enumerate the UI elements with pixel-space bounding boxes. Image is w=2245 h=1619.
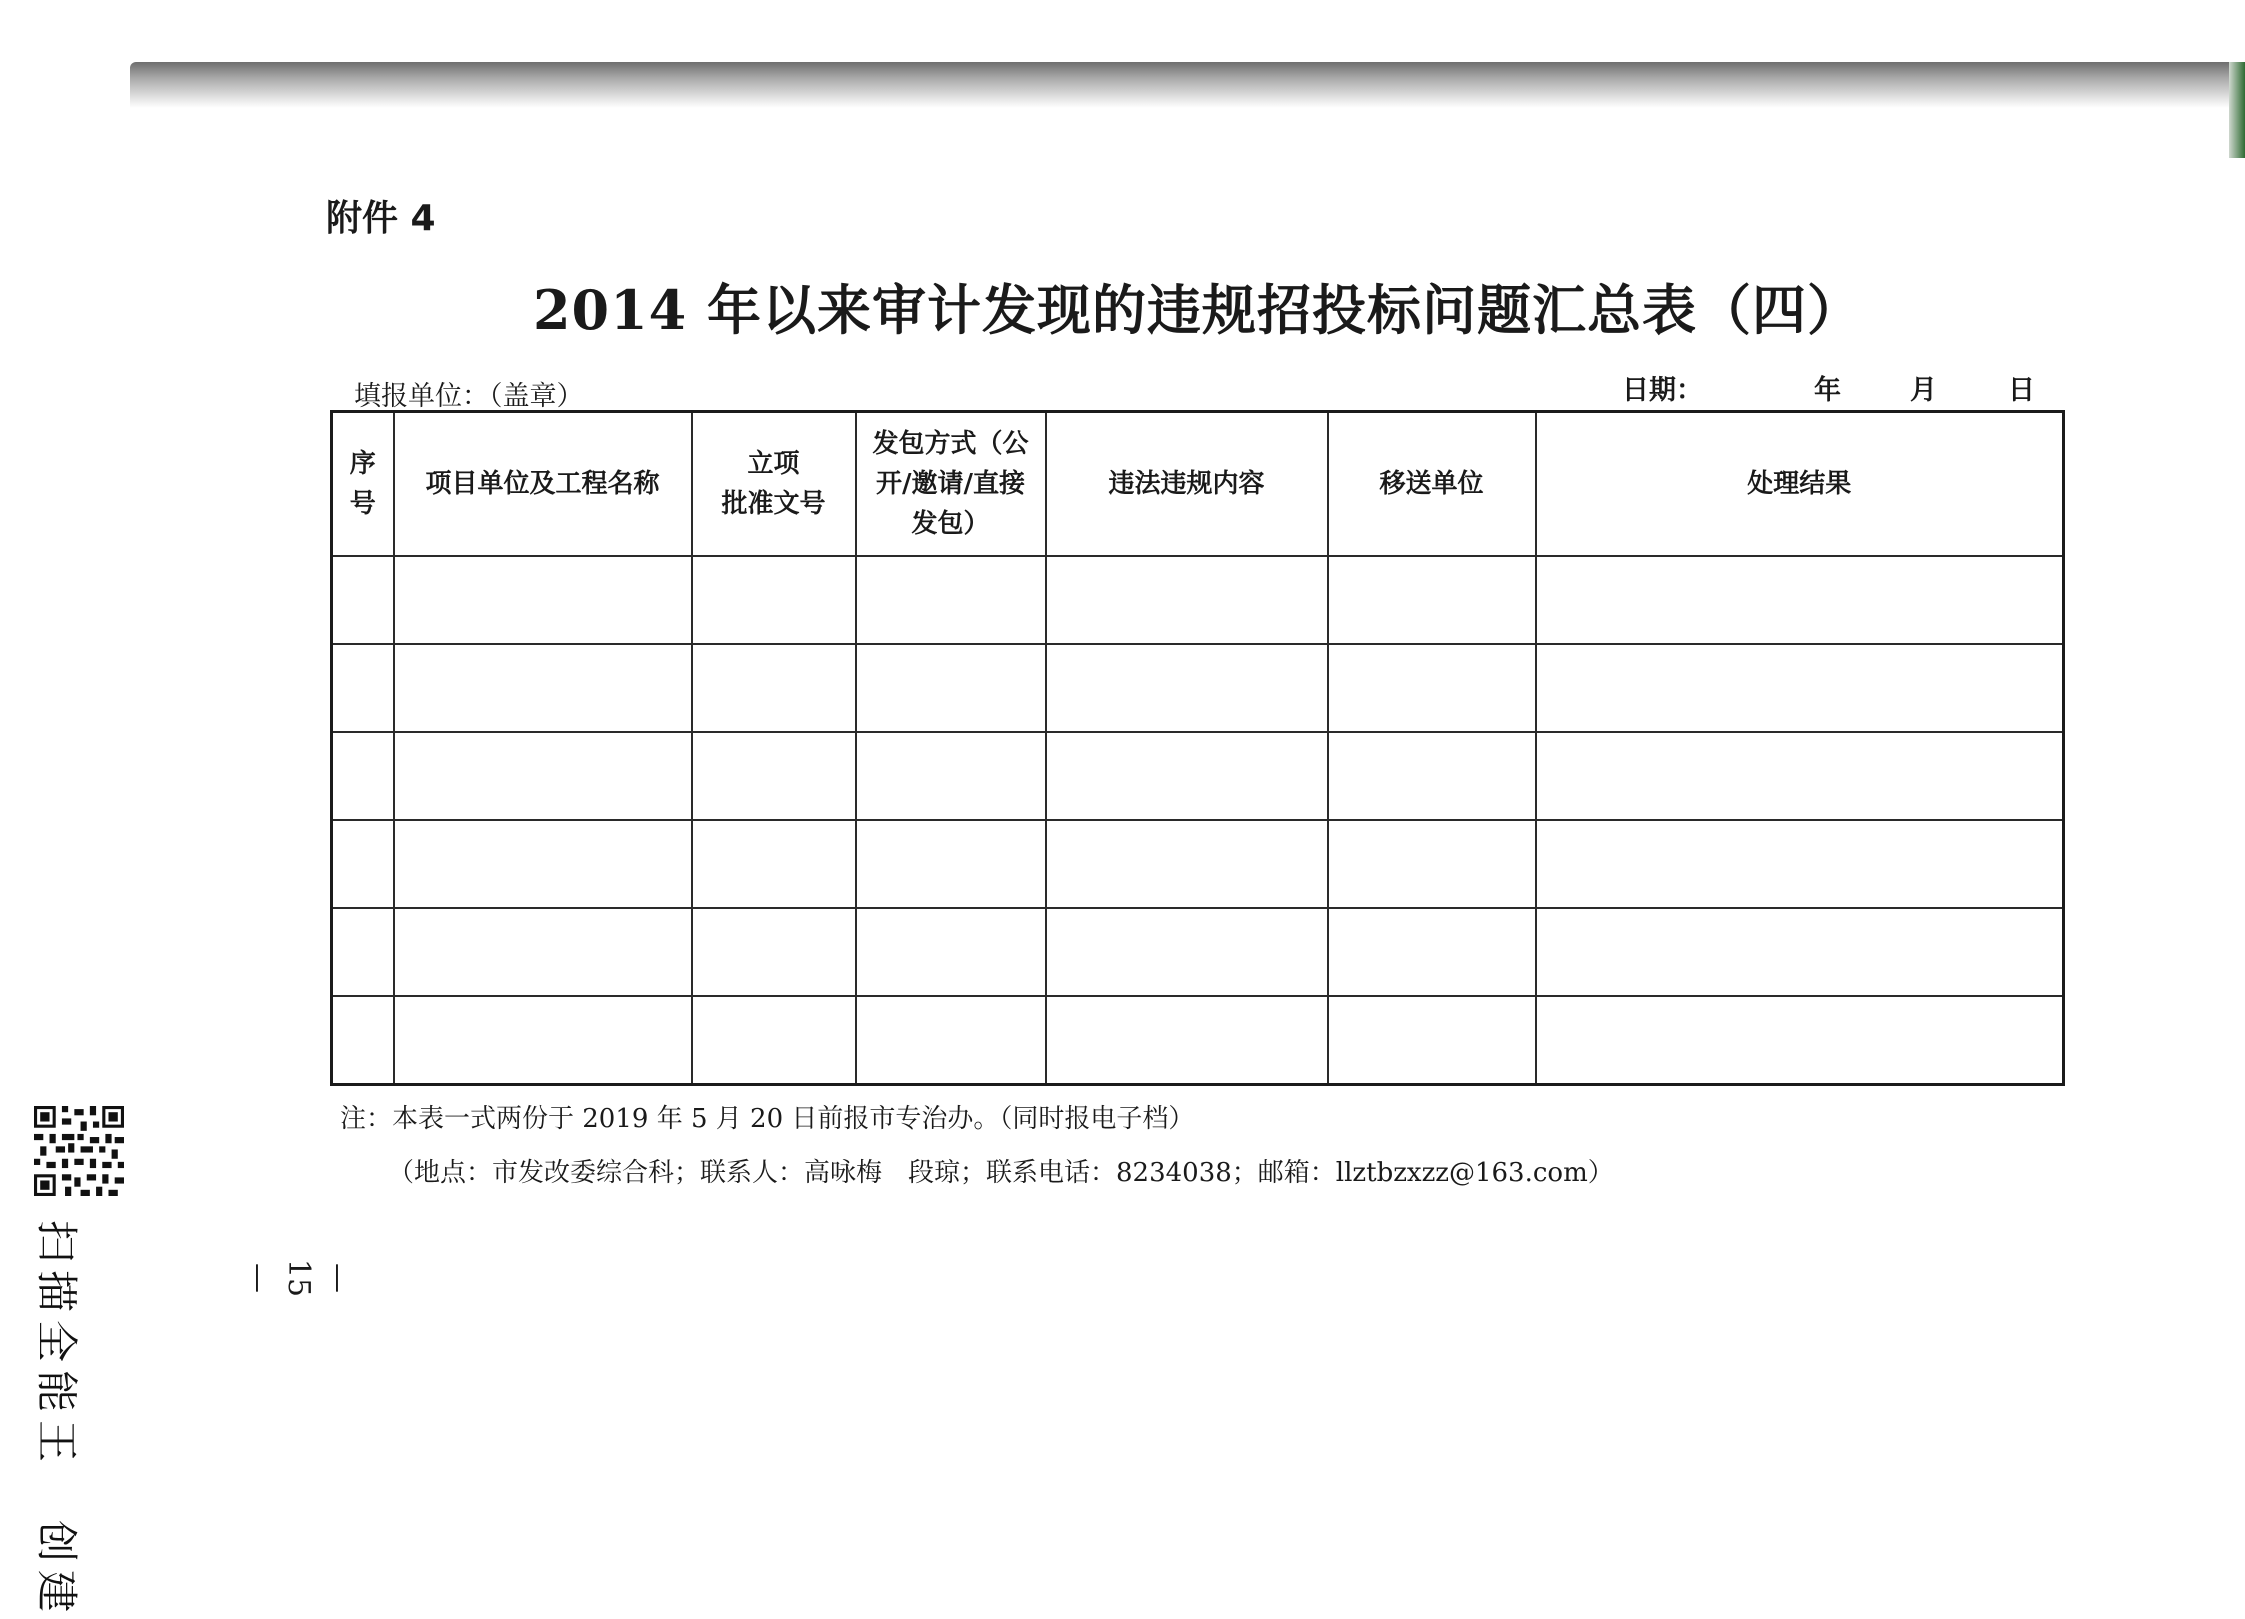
- watermark-char: 全: [32, 1319, 81, 1362]
- table-cell: [692, 732, 856, 820]
- table-cell: [692, 556, 856, 644]
- table-cell: [692, 820, 856, 908]
- table-cell: [332, 644, 394, 732]
- table-cell: [394, 644, 692, 732]
- table-cell: [1046, 996, 1328, 1085]
- header-line: 开/邀请/直接: [876, 469, 1025, 499]
- header-approval-number: [692, 412, 856, 557]
- table-cell: [1536, 996, 2064, 1085]
- table-row: [332, 644, 2064, 732]
- table-cell: [1328, 644, 1536, 732]
- table-cell: [1046, 732, 1328, 820]
- scanner-watermark: [28, 1216, 84, 1616]
- header-line: 号: [349, 489, 376, 519]
- table-row: [332, 996, 2064, 1085]
- header-line: 发包方式（公: [872, 429, 1029, 459]
- table-cell: [1536, 732, 2064, 820]
- page-number: [241, 1218, 356, 1338]
- date-label: 日期：: [1622, 375, 1703, 406]
- date-day: 日: [2008, 375, 2035, 406]
- table-cell: [394, 908, 692, 996]
- table-cell: [1046, 556, 1328, 644]
- table-cell: [332, 556, 394, 644]
- watermark-char: 建: [32, 1569, 81, 1612]
- table-row: [332, 556, 2064, 644]
- table-cell: [332, 996, 394, 1085]
- header-transfer-unit: [1328, 412, 1536, 557]
- watermark-char: 王: [32, 1419, 81, 1462]
- table-cell: [1536, 556, 2064, 644]
- table-cell: [1328, 996, 1536, 1085]
- header-project-name: [394, 412, 692, 557]
- qr-code-icon: [34, 1106, 124, 1196]
- header-line: 违法违规内容: [1108, 469, 1265, 499]
- table-cell: [1536, 908, 2064, 996]
- table-cell: [856, 644, 1046, 732]
- table-cell: [394, 996, 692, 1085]
- header-line: 序: [349, 449, 376, 479]
- header-contract-method: [856, 412, 1046, 557]
- table-cell: [1046, 908, 1328, 996]
- table-cell: [692, 996, 856, 1085]
- table-cell: [394, 556, 692, 644]
- header-handling-result: [1536, 412, 2064, 557]
- table-cell: [856, 820, 1046, 908]
- table-cell: [692, 908, 856, 996]
- table-row: [332, 820, 2064, 908]
- table-row: [332, 908, 2064, 996]
- table-cell: [1328, 556, 1536, 644]
- header-violation-content: [1046, 412, 1328, 557]
- table-cell: [856, 908, 1046, 996]
- summary-table: [330, 410, 2065, 1086]
- watermark-char: 扫: [32, 1219, 81, 1262]
- document-title: 2014 年以来审计发现的违规招投标问题汇总表（四）: [532, 278, 1863, 342]
- table-cell: [692, 644, 856, 732]
- table-cell: [394, 820, 692, 908]
- header-index: [332, 412, 394, 557]
- table-cell: [1328, 820, 1536, 908]
- header-line: 发包）: [911, 509, 990, 539]
- watermark-char: 能: [32, 1369, 81, 1412]
- page-number-text: — 15 —: [241, 1258, 356, 1298]
- table-cell: [394, 732, 692, 820]
- note-line-2: （地点：市发改委综合科；联系人：高咏梅 段琼；联系电话：8234038；邮箱：llztbzxzz@163.com）: [388, 1158, 1614, 1188]
- table-cell: [856, 996, 1046, 1085]
- date-month: 月: [1910, 375, 1937, 406]
- table-cell: [1046, 820, 1328, 908]
- header-line: 项目单位及工程名称: [425, 469, 660, 499]
- watermark-char: 描: [32, 1269, 81, 1312]
- fill-unit-label: 填报单位：（盖章）: [354, 381, 584, 412]
- table-cell: [1328, 908, 1536, 996]
- table-cell: [1328, 732, 1536, 820]
- table-cell: [332, 820, 394, 908]
- table-cell: [332, 908, 394, 996]
- scan-shadow-top: [130, 62, 2245, 108]
- watermark-char: 创: [32, 1519, 81, 1562]
- header-line: 处理结果: [1747, 469, 1852, 499]
- table-cell: [332, 732, 394, 820]
- table-cell: [856, 732, 1046, 820]
- table-row: [332, 732, 2064, 820]
- scan-edge-right: [2229, 62, 2245, 158]
- table-cell: [1536, 644, 2064, 732]
- header-line: 批准文号: [721, 489, 826, 519]
- note-line-1: 注：本表一式两份于 2019 年 5 月 20 日前报市专治办。（同时报电子档）: [340, 1104, 1195, 1134]
- table-header-row: [332, 412, 2064, 557]
- table-cell: [1536, 820, 2064, 908]
- table-cell: [856, 556, 1046, 644]
- header-line: 移送单位: [1379, 469, 1484, 499]
- date-year: 年: [1814, 375, 1841, 406]
- watermark-char: [31, 1463, 81, 1519]
- table-cell: [1046, 644, 1328, 732]
- attachment-label: 附件 4: [326, 198, 436, 239]
- header-line: 立项: [747, 449, 800, 479]
